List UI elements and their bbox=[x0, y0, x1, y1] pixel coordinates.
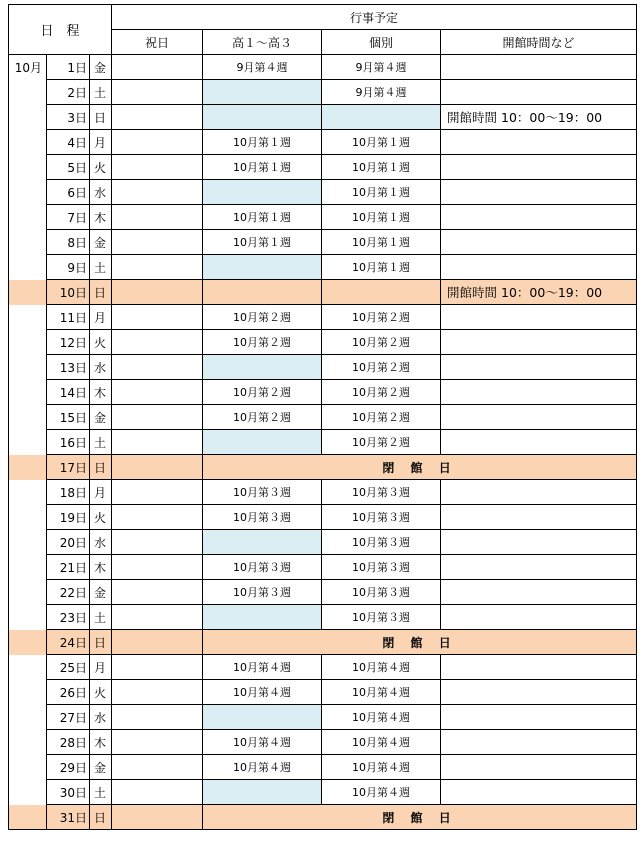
grade-cell bbox=[203, 80, 322, 105]
day-number: 29日 bbox=[47, 755, 90, 780]
day-row bbox=[9, 80, 637, 105]
grade-cell bbox=[203, 605, 322, 630]
opening-hours-cell bbox=[441, 55, 637, 80]
day-number: 20日 bbox=[47, 530, 90, 555]
weekday: 日 bbox=[90, 630, 112, 655]
month-cell bbox=[9, 380, 47, 405]
weekday: 金 bbox=[90, 55, 112, 80]
month-label: 10月 bbox=[9, 55, 47, 80]
holiday-cell bbox=[112, 255, 203, 280]
grade-header: 高１～高３ bbox=[203, 30, 322, 55]
individual-cell: 10月第４週 bbox=[322, 680, 441, 705]
individual-cell: 9月第４週 bbox=[322, 80, 441, 105]
holiday-cell bbox=[112, 280, 203, 305]
day-row bbox=[9, 205, 637, 230]
holiday-cell bbox=[112, 430, 203, 455]
day-row bbox=[9, 405, 637, 430]
weekday: 日 bbox=[90, 805, 112, 830]
opening-hours-cell bbox=[441, 480, 637, 505]
day-number: 6日 bbox=[47, 180, 90, 205]
weekday: 火 bbox=[90, 680, 112, 705]
month-cell bbox=[9, 105, 47, 130]
grade-cell bbox=[203, 355, 322, 380]
grade-cell: 10月第２週 bbox=[203, 330, 322, 355]
individual-cell: 10月第１週 bbox=[322, 230, 441, 255]
weekday: 金 bbox=[90, 755, 112, 780]
day-number: 9日 bbox=[47, 255, 90, 280]
weekday: 木 bbox=[90, 555, 112, 580]
opening-hours-cell bbox=[441, 655, 637, 680]
opening-hours-cell bbox=[441, 680, 637, 705]
month-cell bbox=[9, 630, 47, 655]
individual-cell: 9月第４週 bbox=[322, 55, 441, 80]
weekday: 月 bbox=[90, 130, 112, 155]
schedule-table bbox=[8, 4, 637, 830]
individual-cell: 10月第４週 bbox=[322, 655, 441, 680]
month-cell bbox=[9, 230, 47, 255]
day-row bbox=[9, 755, 637, 780]
individual-cell: 10月第３週 bbox=[322, 505, 441, 530]
weekday: 月 bbox=[90, 305, 112, 330]
month-cell bbox=[9, 580, 47, 605]
day-row bbox=[9, 305, 637, 330]
month-cell bbox=[9, 155, 47, 180]
opening-hours-cell bbox=[441, 730, 637, 755]
month-cell bbox=[9, 455, 47, 480]
month-cell bbox=[9, 405, 47, 430]
opening-hours-cell bbox=[441, 330, 637, 355]
opening-hours-cell bbox=[441, 180, 637, 205]
month-cell bbox=[9, 605, 47, 630]
month-cell bbox=[9, 180, 47, 205]
grade-cell: 10月第４週 bbox=[203, 730, 322, 755]
grade-cell: 9月第４週 bbox=[203, 55, 322, 80]
opening-hours-cell: 開館時間 10：00～19：00 bbox=[441, 105, 637, 130]
individual-cell: 10月第１週 bbox=[322, 205, 441, 230]
holiday-cell bbox=[112, 455, 203, 480]
day-number: 2日 bbox=[47, 80, 90, 105]
holiday-cell bbox=[112, 130, 203, 155]
day-row bbox=[9, 105, 637, 130]
day-number: 22日 bbox=[47, 580, 90, 605]
holiday-cell bbox=[112, 330, 203, 355]
individual-cell: 10月第３週 bbox=[322, 530, 441, 555]
grade-cell bbox=[203, 255, 322, 280]
day-row bbox=[9, 780, 637, 805]
weekday: 水 bbox=[90, 180, 112, 205]
grade-cell: 10月第３週 bbox=[203, 505, 322, 530]
closed-label: 閉 館 日 bbox=[203, 630, 637, 655]
closed-label: 閉 館 日 bbox=[203, 455, 637, 480]
holiday-cell bbox=[112, 730, 203, 755]
opening-hours-cell bbox=[441, 705, 637, 730]
holiday-cell bbox=[112, 380, 203, 405]
holiday-cell bbox=[112, 155, 203, 180]
month-cell bbox=[9, 280, 47, 305]
individual-cell: 10月第２週 bbox=[322, 405, 441, 430]
grade-cell: 10月第２週 bbox=[203, 405, 322, 430]
day-row bbox=[9, 580, 637, 605]
individual-cell: 10月第１週 bbox=[322, 180, 441, 205]
holiday-cell bbox=[112, 705, 203, 730]
holiday-cell bbox=[112, 780, 203, 805]
weekday: 月 bbox=[90, 480, 112, 505]
month-cell bbox=[9, 530, 47, 555]
grade-cell: 10月第４週 bbox=[203, 655, 322, 680]
day-row bbox=[9, 280, 637, 305]
opening-hours-cell: 開館時間 10：00～19：00 bbox=[441, 280, 637, 305]
holiday-cell bbox=[112, 405, 203, 430]
day-number: 24日 bbox=[47, 630, 90, 655]
closed-label: 閉 館 日 bbox=[203, 805, 637, 830]
individual-cell: 10月第４週 bbox=[322, 780, 441, 805]
holiday-cell bbox=[112, 655, 203, 680]
month-cell bbox=[9, 680, 47, 705]
individual-cell: 10月第２週 bbox=[322, 330, 441, 355]
day-row bbox=[9, 130, 637, 155]
grade-cell bbox=[203, 105, 322, 130]
opening-hours-cell bbox=[441, 380, 637, 405]
holiday-cell bbox=[112, 505, 203, 530]
grade-cell: 10月第４週 bbox=[203, 755, 322, 780]
day-number: 30日 bbox=[47, 780, 90, 805]
weekday: 土 bbox=[90, 605, 112, 630]
month-cell bbox=[9, 305, 47, 330]
holiday-cell bbox=[112, 180, 203, 205]
opening-hours-cell bbox=[441, 555, 637, 580]
month-cell bbox=[9, 805, 47, 830]
opening-hours-cell bbox=[441, 580, 637, 605]
day-number: 27日 bbox=[47, 705, 90, 730]
weekday: 火 bbox=[90, 330, 112, 355]
opening-hours-cell bbox=[441, 755, 637, 780]
weekday: 水 bbox=[90, 705, 112, 730]
weekday: 月 bbox=[90, 655, 112, 680]
closed-day-row bbox=[9, 630, 637, 655]
day-number: 12日 bbox=[47, 330, 90, 355]
month-cell bbox=[9, 555, 47, 580]
opening-hours-cell bbox=[441, 305, 637, 330]
weekday: 土 bbox=[90, 80, 112, 105]
weekday: 日 bbox=[90, 455, 112, 480]
grade-cell: 10月第１週 bbox=[203, 155, 322, 180]
opening-hours-cell bbox=[441, 155, 637, 180]
day-number: 5日 bbox=[47, 155, 90, 180]
day-row bbox=[9, 680, 637, 705]
grade-cell bbox=[203, 530, 322, 555]
individual-cell: 10月第４週 bbox=[322, 730, 441, 755]
day-row bbox=[9, 180, 637, 205]
day-row bbox=[9, 380, 637, 405]
weekday: 木 bbox=[90, 380, 112, 405]
month-cell bbox=[9, 730, 47, 755]
month-cell bbox=[9, 780, 47, 805]
grade-cell: 10月第１週 bbox=[203, 205, 322, 230]
month-cell bbox=[9, 205, 47, 230]
month-cell bbox=[9, 705, 47, 730]
day-number: 13日 bbox=[47, 355, 90, 380]
day-number: 16日 bbox=[47, 430, 90, 455]
day-row bbox=[9, 480, 637, 505]
day-number: 1日 bbox=[47, 55, 90, 80]
month-cell bbox=[9, 505, 47, 530]
day-number: 14日 bbox=[47, 380, 90, 405]
holiday-cell bbox=[112, 630, 203, 655]
weekday: 土 bbox=[90, 430, 112, 455]
holiday-cell bbox=[112, 80, 203, 105]
holiday-cell bbox=[112, 805, 203, 830]
weekday: 水 bbox=[90, 355, 112, 380]
opening-hours-cell bbox=[441, 80, 637, 105]
holiday-cell bbox=[112, 205, 203, 230]
holiday-cell bbox=[112, 680, 203, 705]
grade-cell: 10月第４週 bbox=[203, 680, 322, 705]
day-row bbox=[9, 530, 637, 555]
schedule-header: 日 程 bbox=[9, 5, 112, 55]
weekday: 木 bbox=[90, 730, 112, 755]
day-number: 11日 bbox=[47, 305, 90, 330]
closed-day-row bbox=[9, 455, 637, 480]
day-row bbox=[9, 730, 637, 755]
holiday-header: 祝日 bbox=[112, 30, 203, 55]
holiday-cell bbox=[112, 580, 203, 605]
weekday: 日 bbox=[90, 280, 112, 305]
opening-hours-cell bbox=[441, 530, 637, 555]
individual-cell: 10月第２週 bbox=[322, 380, 441, 405]
month-cell bbox=[9, 755, 47, 780]
holiday-cell bbox=[112, 605, 203, 630]
weekday: 金 bbox=[90, 230, 112, 255]
holiday-cell bbox=[112, 355, 203, 380]
day-number: 23日 bbox=[47, 605, 90, 630]
weekday: 火 bbox=[90, 155, 112, 180]
grade-cell: 10月第３週 bbox=[203, 480, 322, 505]
day-row bbox=[9, 555, 637, 580]
individual-cell: 10月第１週 bbox=[322, 155, 441, 180]
day-number: 18日 bbox=[47, 480, 90, 505]
individual-cell: 10月第４週 bbox=[322, 705, 441, 730]
day-row bbox=[9, 605, 637, 630]
individual-cell: 10月第４週 bbox=[322, 755, 441, 780]
grade-cell bbox=[203, 430, 322, 455]
day-number: 26日 bbox=[47, 680, 90, 705]
individual-cell: 10月第３週 bbox=[322, 580, 441, 605]
individual-cell: 10月第３週 bbox=[322, 605, 441, 630]
day-row bbox=[9, 505, 637, 530]
individual-cell: 10月第１週 bbox=[322, 130, 441, 155]
opening-hours-cell bbox=[441, 230, 637, 255]
day-row bbox=[9, 230, 637, 255]
grade-cell bbox=[203, 280, 322, 305]
grade-cell bbox=[203, 180, 322, 205]
day-number: 4日 bbox=[47, 130, 90, 155]
grade-cell bbox=[203, 705, 322, 730]
holiday-cell bbox=[112, 305, 203, 330]
weekday: 水 bbox=[90, 530, 112, 555]
day-number: 8日 bbox=[47, 230, 90, 255]
day-number: 3日 bbox=[47, 105, 90, 130]
weekday: 日 bbox=[90, 105, 112, 130]
opening-hours-cell bbox=[441, 355, 637, 380]
day-number: 21日 bbox=[47, 555, 90, 580]
day-row bbox=[9, 430, 637, 455]
weekday: 木 bbox=[90, 205, 112, 230]
day-row bbox=[9, 55, 637, 80]
holiday-cell bbox=[112, 55, 203, 80]
opening-hours-cell bbox=[441, 505, 637, 530]
grade-cell: 10月第３週 bbox=[203, 555, 322, 580]
opening-hours-cell bbox=[441, 205, 637, 230]
individual-cell bbox=[322, 280, 441, 305]
month-cell bbox=[9, 480, 47, 505]
month-cell bbox=[9, 655, 47, 680]
month-cell bbox=[9, 80, 47, 105]
day-number: 28日 bbox=[47, 730, 90, 755]
month-cell bbox=[9, 330, 47, 355]
holiday-cell bbox=[112, 105, 203, 130]
individual-cell: 10月第２週 bbox=[322, 430, 441, 455]
weekday: 土 bbox=[90, 780, 112, 805]
weekday: 土 bbox=[90, 255, 112, 280]
day-number: 17日 bbox=[47, 455, 90, 480]
day-number: 19日 bbox=[47, 505, 90, 530]
day-row bbox=[9, 330, 637, 355]
day-row bbox=[9, 655, 637, 680]
day-number: 15日 bbox=[47, 405, 90, 430]
closed-day-row bbox=[9, 805, 637, 830]
day-row bbox=[9, 705, 637, 730]
events-header: 行事予定 bbox=[112, 5, 637, 30]
opening-header: 開館時間など bbox=[441, 30, 637, 55]
month-cell bbox=[9, 355, 47, 380]
month-cell bbox=[9, 430, 47, 455]
individual-cell: 10月第２週 bbox=[322, 305, 441, 330]
day-row bbox=[9, 355, 637, 380]
opening-hours-cell bbox=[441, 405, 637, 430]
day-number: 25日 bbox=[47, 655, 90, 680]
grade-cell: 10月第１週 bbox=[203, 130, 322, 155]
weekday: 金 bbox=[90, 580, 112, 605]
day-number: 10日 bbox=[47, 280, 90, 305]
holiday-cell bbox=[112, 230, 203, 255]
opening-hours-cell bbox=[441, 255, 637, 280]
individual-cell: 10月第３週 bbox=[322, 555, 441, 580]
weekday: 火 bbox=[90, 505, 112, 530]
weekday: 金 bbox=[90, 405, 112, 430]
holiday-cell bbox=[112, 555, 203, 580]
grade-cell: 10月第３週 bbox=[203, 580, 322, 605]
individual-cell: 10月第２週 bbox=[322, 355, 441, 380]
individual-cell bbox=[322, 105, 441, 130]
day-row bbox=[9, 255, 637, 280]
day-row bbox=[9, 155, 637, 180]
grade-cell: 10月第２週 bbox=[203, 380, 322, 405]
holiday-cell bbox=[112, 755, 203, 780]
individual-cell: 10月第３週 bbox=[322, 480, 441, 505]
grade-cell: 10月第１週 bbox=[203, 230, 322, 255]
grade-cell bbox=[203, 780, 322, 805]
individual-header: 個別 bbox=[322, 30, 441, 55]
opening-hours-cell bbox=[441, 780, 637, 805]
opening-hours-cell bbox=[441, 130, 637, 155]
opening-hours-cell bbox=[441, 430, 637, 455]
day-number: 7日 bbox=[47, 205, 90, 230]
month-cell bbox=[9, 130, 47, 155]
month-cell bbox=[9, 255, 47, 280]
day-number: 31日 bbox=[47, 805, 90, 830]
header-row-1 bbox=[9, 5, 637, 30]
opening-hours-cell bbox=[441, 605, 637, 630]
grade-cell: 10月第２週 bbox=[203, 305, 322, 330]
holiday-cell bbox=[112, 530, 203, 555]
individual-cell: 10月第１週 bbox=[322, 255, 441, 280]
holiday-cell bbox=[112, 480, 203, 505]
